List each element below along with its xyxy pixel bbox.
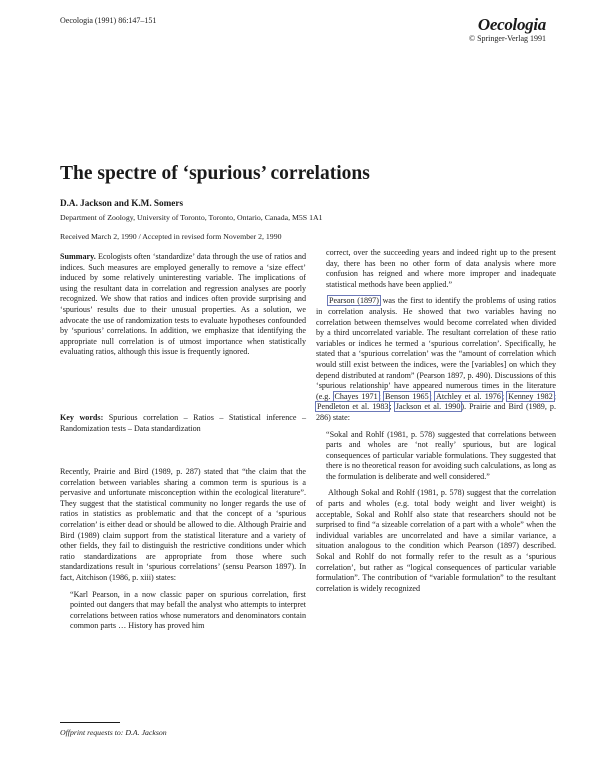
author-affiliation: Department of Zoology, University of Toronto, Toronto, Ontario, Canada, M5S 1A1 bbox=[60, 213, 323, 222]
intro-paragraph: Recently, Prairie and Bird (1989, p. 287) stated that “the claim that the correlation between variables sharing a common term is spurious is a pervasive and unfortunate misconception within the ecological literature”. They suggest that the statistical community no longer regards the use of ratios in statistics as problematic and that the concept of a ‘spurious correlation’ is either dead or should be allowed to die. Although Prairie and Bird (1989) claim support from the statistical literature and a variety of other fields, they fail to distinguish the restrictive conditions under which ratio standardizations are appropriate from those where such standardizations result in ‘spurious correlations’ (sensu Pearson 1897). In fact, Aitchison (1986, p. xiii) states: bbox=[60, 467, 306, 582]
summary-label: Summary. bbox=[60, 252, 96, 261]
received-dates: Received March 2, 1990 / Accepted in revised form November 2, 1990 bbox=[60, 232, 282, 241]
citation-link-pearson-1897[interactable]: Pearson (1897) bbox=[329, 296, 379, 306]
body-left-column bbox=[60, 467, 306, 632]
keywords-section bbox=[60, 413, 306, 434]
sokal-rohlf-quote: “Sokal and Rohlf (1981, p. 578) suggested that correlations between parts and wholes are ‘not really’ spurious, but are logical consequences of particular variable formulations. They suggested that there is no theoretical reason for avoiding such calculations, as long as the formulation is deliberate and well considered.” bbox=[326, 429, 556, 481]
aitchison-quote: “Karl Pearson, in a now classic paper on spurious correlation, first pointed out dangers that may befall the analyst who attempts to interpret correlations between ratios whose numerators and denominators contain common parts … History has proved him bbox=[70, 589, 306, 631]
citation-link-atchley-1976[interactable]: Atchley et al. 1976 bbox=[436, 391, 501, 401]
offprint-footnote: Offprint requests to: D.A. Jackson bbox=[60, 728, 167, 737]
journal-logo: Oecologia bbox=[477, 15, 546, 34]
article-authors: D.A. Jackson and K.M. Somers bbox=[60, 198, 184, 208]
sokal-rohlf-paragraph: Although Sokal and Rohlf (1981, p. 578) suggest that the correlation of parts and wholes (e.g. total body weight and liver weight) is acceptable, Sokal and Rohlf also state that researchers should not be surprised to find “a sizeable correlation of a part with a whole” when the individual variables are uncorrelated and have a similar variance, a situation analogous to the condition which Pearson (1897) described. Sokal and Rohlf do not formally refer to the result as a ‘spurious correlation’, but rather as “logical consequences of particular variable formulation”. The contribution of “variable formulation” to the resultant correlation is widely recognized bbox=[316, 488, 556, 593]
citation-link-benson-1965[interactable]: Benson 1965 bbox=[385, 391, 429, 401]
keywords-text: Spurious correlation – Ratios – Statistical inference – Randomization tests – Data standardization bbox=[60, 413, 307, 433]
article-title: The spectre of ‘spurious’ correlations bbox=[60, 163, 370, 184]
citation-link-kenney-1982[interactable]: Kenney 1982 bbox=[508, 391, 553, 401]
citation-link-pendleton-1983[interactable]: Pendleton et al. 1983 bbox=[317, 402, 389, 412]
footnote-divider bbox=[60, 722, 120, 723]
pearson-paragraph: Pearson (1897) was the first to identify the problems of using ratios in correlation analysis. He showed that two variables having no correlation between themselves would become correlated when divided by a third uncorrelated variable. The resultant correlation of these ratio variables or indices he termed a ‘spurious correlation’. Specifically, he stated that a ‘spurious correlation’ was the “amount of correlation which would still exist between the indices, were the [variables] on which they depend distributed at random” (Pearson 1897, p. 490). Discussions of this ‘spurious relationship’ have appeared numerous times in the literature (e.g. Chayes 1971; Benson 1965; Atchley et al. 1976; Kenney 1982; Pendleton et al. 1983; Jackson et al. 1990). Prairie and Bird (1989, p. 286) state: bbox=[316, 296, 556, 422]
citation-link-chayes-1971[interactable]: Chayes 1971 bbox=[334, 391, 378, 401]
aitchison-quote-continued: correct, over the succeeding years and indeed right up to the present day, there has been no other form of data analysis where more confusion has reigned and where more improper and inadequate statistical methods have been applied.” bbox=[326, 248, 556, 289]
summary-section bbox=[60, 252, 306, 358]
body-right-column bbox=[316, 248, 556, 594]
journal-brand bbox=[469, 16, 546, 44]
keywords-label: Key words: bbox=[60, 413, 104, 422]
journal-citation: Oecologia (1991) 86:147–151 bbox=[60, 16, 157, 25]
publisher-copyright: © Springer-Verlag 1991 bbox=[468, 34, 546, 43]
citation-link-jackson-1990[interactable]: Jackson et al. 1990 bbox=[395, 402, 461, 412]
summary-text: Ecologists often ‘standardize’ data through the use of ratios and indices. Such measures are employed generally to remove a ‘size effect’ induced by some relatively uninteresting variable. The implications of using the resultant data in correlation and regression analyses are poorly recognized. We show that ratios and indices often provide surprising and ‘spurious’ results due to their unusual properties. As a solution, we advocate the use of randomization tests to evaluate hypotheses confounded by ‘spurious’ correlations. In addition, we emphasize that identifying the appropriate null correlation is of utmost importance when statistically evaluating ratios, although this issue is frequently ignored. bbox=[60, 252, 306, 357]
